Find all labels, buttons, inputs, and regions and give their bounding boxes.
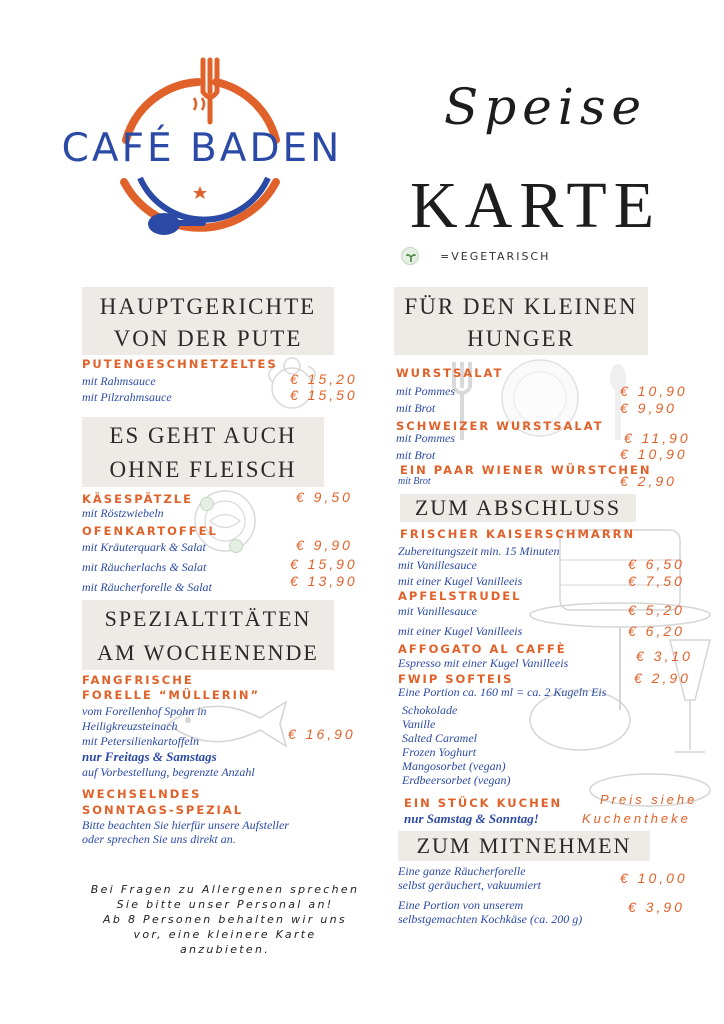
flavor-item: Erdbeersorbet (vegan) [402, 773, 511, 787]
item-desc: mit Pommes [396, 384, 455, 398]
item-desc: mit Vanillesauce [398, 558, 477, 572]
item-desc: Zubereitungszeit min. 15 Minuten [398, 544, 560, 558]
item-desc: mit einer Kugel Vanilleeis [398, 574, 523, 588]
allergen-line: vor, eine kleinere Karte [133, 928, 317, 941]
item-desc: selbst geräuchert, vakuumiert [398, 878, 541, 892]
flavor-item: Schokolade [402, 703, 458, 717]
item-desc: Heiligkreuzsteinach [82, 719, 178, 733]
item-price: € 7,50 [628, 573, 685, 589]
item-title: EIN STÜCK KUCHEN [404, 796, 563, 810]
item-desc: mit Röstzwiebeln [82, 506, 164, 520]
item-price: € 10,90 [620, 383, 688, 399]
item-title: SONNTAGS-SPEZIAL [82, 803, 244, 817]
item-desc: auf Vorbestellung, begrenzte Anzahl [82, 765, 255, 779]
brand-name: CAFÉ BADEN [61, 126, 343, 171]
item-title: WECHSELNDES [82, 787, 202, 801]
leaf-icon [401, 247, 419, 265]
item-price: € 10,00 [620, 870, 688, 886]
item-title: OFENKARTOFFEL [82, 524, 218, 538]
item-desc: mit Petersilienkartoffeln [82, 734, 199, 748]
item-price: € 5,20 [628, 602, 685, 618]
item-note: nur Samstag & Sonntag! [404, 811, 539, 826]
item-desc: Eine ganze Räucherforelle [398, 864, 526, 878]
item-price: € 15,90 [290, 556, 358, 572]
item-price: € 2,90 [620, 473, 677, 489]
item-desc: mit Brot [396, 401, 436, 415]
logo [48, 52, 352, 242]
item-title: FANGFRISCHE [82, 673, 194, 687]
item-desc: oder sprechen Sie uns direkt an. [82, 832, 236, 846]
item-desc: mit einer Kugel Vanilleeis [398, 624, 523, 638]
allergen-line: Ab 8 Personen behalten wir uns [103, 913, 347, 926]
item-price-note: Kuchentheke [582, 811, 691, 826]
section-heading-kleiner-hunger [394, 287, 648, 355]
item-title: WURSTSALAT [396, 366, 504, 380]
section-heading-abschluss: ZUM ABSCHLUSS [400, 494, 636, 522]
item-price: € 10,90 [620, 446, 688, 462]
item-price: € 16,90 [288, 726, 356, 742]
title-main: KARTE [410, 169, 662, 242]
item-price: € 9,50 [296, 489, 353, 505]
item-desc: mit Brot [398, 476, 431, 487]
item-title: FORELLE “MÜLLERIN” [82, 688, 261, 702]
item-title: APFELSTRUDEL [398, 589, 522, 603]
item-desc: Eine Portion ca. 160 ml = ca. 2 Kugeln Eis [398, 685, 607, 699]
item-price: € 6,50 [628, 556, 685, 572]
section-heading-ohne-fleisch [82, 417, 324, 487]
item-price: € 15,50 [290, 387, 358, 403]
section-heading-hauptgerichte [82, 287, 334, 355]
item-desc: Eine Portion von unserem [398, 898, 524, 912]
item-desc: selbstgemachten Kochkäse (ca. 200 g) [398, 912, 583, 926]
item-desc: mit Rahmsauce [82, 374, 156, 388]
heading-line-1: ES GEHT AUCH [109, 423, 297, 448]
item-price: € 2,90 [634, 670, 691, 686]
item-price: € 11,90 [624, 430, 691, 446]
flavor-item: Salted Caramel [402, 731, 477, 745]
item-desc: mit Kräuterquark & Salat [82, 540, 206, 554]
item-desc: mit Vanillesauce [398, 604, 477, 618]
item-price: € 3,10 [636, 648, 693, 664]
item-desc: mit Pilzrahmsauce [82, 390, 172, 404]
heading-line-1: SPEZIALTITÄTEN [104, 606, 312, 631]
legend-text: =VEGETARISCH [440, 250, 551, 263]
item-title: SCHWEIZER WURSTSALAT [396, 419, 604, 433]
heading-line-2: OHNE FLEISCH [109, 457, 297, 482]
item-desc: Espresso mit einer Kugel Vanilleeis [398, 656, 569, 670]
item-title: FRISCHER KAISERSCHMARRN [400, 527, 636, 541]
allergen-line: Sie bitte unser Personal an! [116, 898, 334, 911]
item-price-note: Preis siehe [600, 792, 698, 807]
item-title: EIN PAAR WIENER WÜRSTCHEN [400, 463, 652, 477]
item-desc: mit Räucherlachs & Salat [82, 560, 207, 574]
item-price: € 13,90 [290, 573, 358, 589]
section-heading-mitnehmen: ZUM MITNEHMEN [398, 831, 650, 861]
item-price: € 15,20 [290, 371, 358, 387]
heading-line-2: HUNGER [467, 326, 575, 351]
heading-line-1: HAUPTGERICHTE [99, 294, 317, 319]
flavor-item: Vanille [402, 717, 436, 731]
item-title: PUTENGESCHNETZELTES [82, 357, 278, 371]
leaf-icon [200, 497, 214, 511]
item-desc: mit Brot [396, 448, 436, 462]
leaf-icon [229, 539, 243, 553]
item-title: AFFOGATO AL CAFFÈ [398, 642, 567, 656]
item-price: € 3,90 [628, 899, 685, 915]
item-title: KÄSESPÄTZLE [82, 492, 193, 506]
flavor-item: Mangosorbet (vegan) [402, 759, 506, 773]
heading-line-2: AM WOCHENENDE [97, 640, 319, 665]
allergen-note [80, 882, 370, 957]
item-title: FWIP SOFTEIS [398, 672, 514, 686]
item-note: nur Freitags & Samstags [82, 749, 217, 764]
flavor-item: Frozen Yoghurt [402, 745, 477, 759]
item-desc: mit Pommes [396, 431, 455, 445]
item-price: € 9,90 [620, 400, 677, 416]
allergen-line: anzubieten. [179, 943, 271, 956]
heading-line-2: VON DER PUTE [113, 326, 303, 351]
item-desc: vom Forellenhof Spohn in [82, 704, 207, 718]
item-desc: mit Räucherforelle & Salat [82, 580, 212, 594]
heading-line-1: FÜR DEN KLEINEN [404, 294, 638, 319]
title-script: Speise [444, 78, 648, 136]
item-desc: Bitte beachten Sie hierfür unsere Aufsteller [82, 818, 289, 832]
section-heading-spezialitaeten [82, 600, 334, 670]
item-price: € 9,90 [296, 537, 353, 553]
softeis-flavor-list [402, 703, 511, 787]
item-price: € 6,20 [628, 623, 685, 639]
allergen-line: Bei Fragen zu Allergenen sprechen [90, 883, 360, 896]
